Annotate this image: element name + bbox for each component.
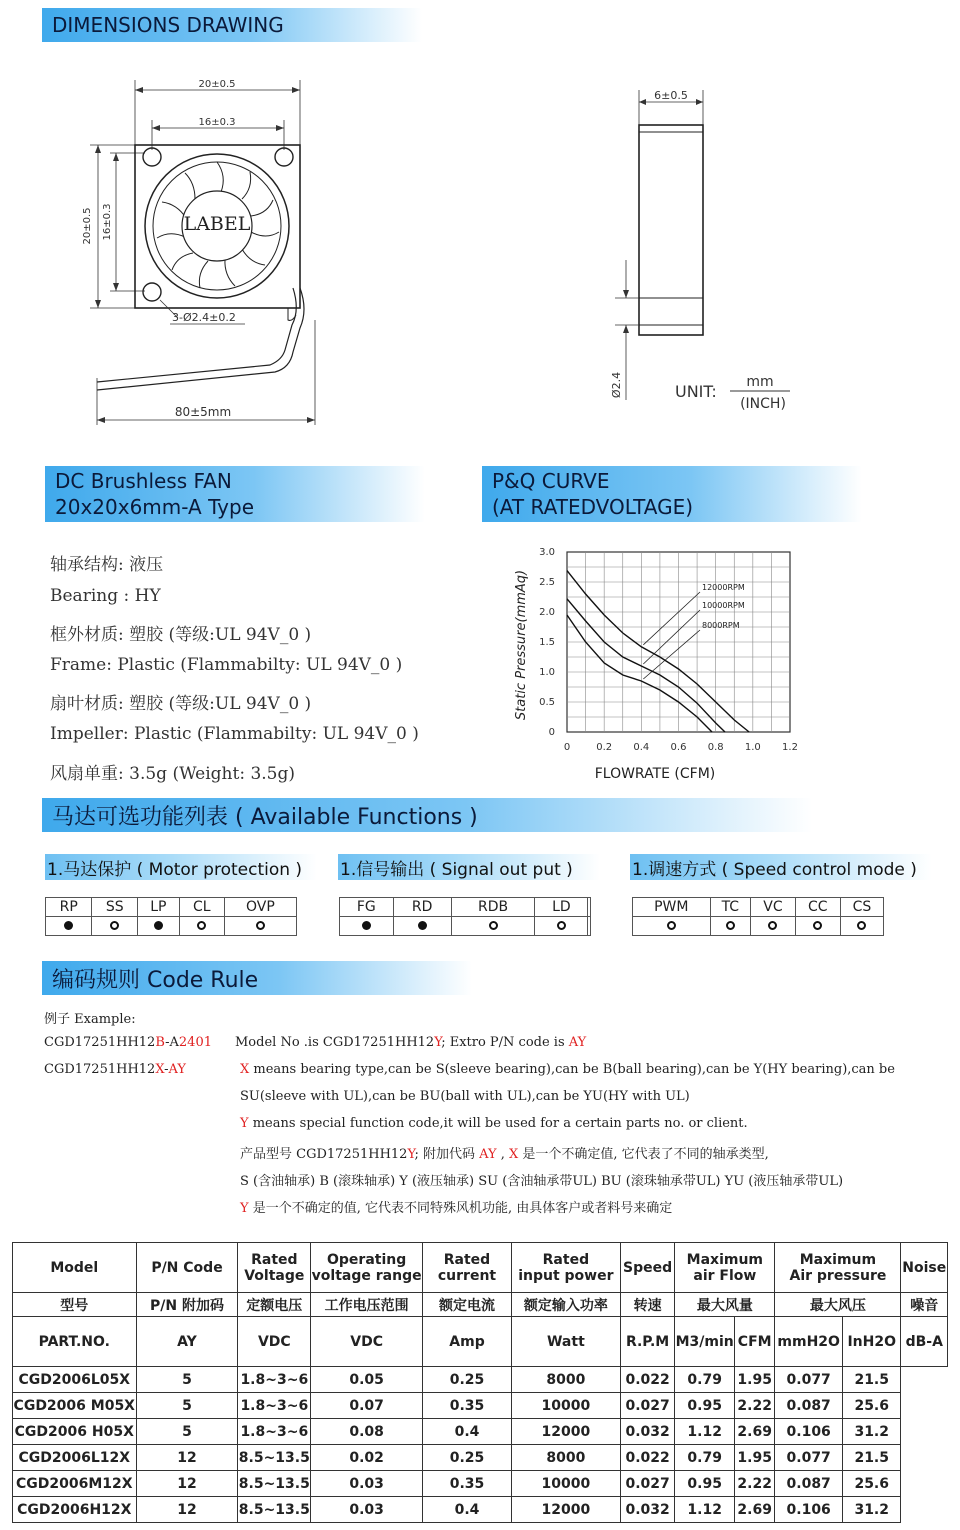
table-cell: 1.8~3~6 [238,1367,311,1393]
table-cell: 12 [136,1471,238,1497]
motor-protection-table [45,897,297,936]
pq-y-tick: 0.5 [539,697,555,708]
table-cell: 0.022 [620,1367,674,1393]
dim-width-inner: 16±0.3 [198,117,236,128]
open-dot-icon [768,921,777,930]
table-cell: 0.4 [423,1497,512,1523]
dim-lead-length: 80±5mm [174,405,232,419]
fan-type-banner [45,466,425,522]
table-cell: 10000 [511,1393,620,1419]
mount-hole-bottom-left [143,283,161,301]
motor-protection-header: 1.马达保护 ( Motor protection ) [45,854,317,880]
table-row [13,1497,948,1523]
dim-height-outer: 20±0.5 [82,207,93,245]
func-item-cs: CS [840,898,883,917]
functions-banner [42,798,812,832]
table-row [13,1367,948,1393]
spec-frame-cn: 框外材质: 塑胶 (等级:UL 94V_0 ) [50,625,312,645]
filled-dot-icon [64,921,73,930]
part-number-cell: CGD2006 H05X [13,1419,137,1445]
table-cell: 8.5~13.5 [238,1471,311,1497]
dim-diameter: Ø2.4 [610,371,623,399]
mount-hole-top-left [143,148,161,166]
func-item-cl: CL [179,898,224,917]
open-dot-icon [110,921,119,930]
func-item-empty [588,898,591,917]
pq-y-tick: 2.0 [539,607,555,618]
table-cell: 25.6 [842,1393,901,1419]
hdr-rated-voltage: Rated Voltage [238,1243,311,1293]
table-cell: 12 [136,1497,238,1523]
part-number-cell: CGD2006L12X [13,1445,137,1471]
open-dot-icon [813,921,822,930]
table-cell: 0.79 [675,1367,735,1393]
part-number-cell: CGD2006H12X [13,1497,137,1523]
table-cell: 2.22 [735,1393,775,1419]
func-item-ss: SS [92,898,138,917]
speed-control-table [632,897,884,936]
table-cell: 1.12 [675,1419,735,1445]
hdr-airpressure: Maximum Air pressure [775,1243,901,1293]
func-item-rp: RP [46,898,92,917]
mount-hole-top-right [275,148,293,166]
table-cell: 0.03 [311,1471,423,1497]
open-dot-icon [857,921,866,930]
table-cell: 1.12 [675,1497,735,1523]
func-mark [224,917,296,936]
code-line-5: 产品型号 CGD17251HH12Y; 附加代码 AY , X 是一个不确定值, 它代表了不同的轴承类型, [240,1147,769,1162]
speed-control-header: 1.调速方式 ( Speed control mode ) [630,854,932,880]
table-cell: 0.032 [620,1497,674,1523]
table-cell: 0.087 [775,1471,843,1497]
table-row [13,1445,948,1471]
table-cell: 0.05 [311,1367,423,1393]
table-cell: 0.077 [775,1445,843,1471]
table-cell: 0.032 [620,1419,674,1445]
func-item-ld: LD [535,898,588,917]
code-rule-title: 编码规则 Code Rule [52,967,259,993]
table-cell: 2.22 [735,1471,775,1497]
pq-x-tick: 0.2 [596,742,613,753]
table-cell: 0.03 [311,1497,423,1523]
pq-y-axis-label: Static Pressure(mmAq) [514,569,529,721]
hdr-rated-current: Rated current [423,1243,512,1293]
table-cell: 8.5~13.5 [238,1497,311,1523]
code-line-7: Y 是一个不确定的值, 它代表不同特殊风机功能, 由具体客户或者料号来确定 [240,1201,673,1216]
pq-x-axis-label: FLOWRATE (CFM) [594,766,716,782]
func-mark [451,917,535,936]
table-cell: 0.35 [423,1471,512,1497]
table-cell: 8000 [511,1367,620,1393]
table-cell: 0.07 [311,1393,423,1419]
func-mark [92,917,138,936]
hdr-pn: P/N Code [136,1243,238,1293]
pq-curve-line1: P&Q CURVE [492,469,610,493]
pq-curve-line2: (AT RATEDVOLTAGE) [492,495,694,519]
unit-bottom: (INCH) [740,396,786,412]
pq-y-tick: 0 [548,727,555,738]
code-line-4: Y means special function code,it will be used for a certain parts no. or client. [240,1116,748,1131]
table-cell: 5 [136,1393,238,1419]
spec-bearing-en: Bearing : HY [50,586,161,606]
fan-type-line2: 20x20x6mm-A Type [55,495,255,519]
code-line-6: S (含油轴承) B (滚珠轴承) Y (液压轴承) SU (含油轴承带UL) BU (滚珠轴承带UL) YU (液压轴承带UL) [240,1174,844,1189]
open-dot-icon [197,921,206,930]
functions-title: 马达可选功能列表 ( Available Functions ) [52,804,478,830]
filled-dot-icon [154,921,163,930]
open-dot-icon [489,921,498,930]
table-cell: 0.4 [423,1419,512,1445]
func-item-rdb: RDB [451,898,535,917]
table-cell: 0.027 [620,1471,674,1497]
table-cell: 12000 [511,1497,620,1523]
table-cell: 31.2 [842,1419,901,1445]
func-item-ovp: OVP [224,898,296,917]
code-line-1: Model No .is CGD17251HH12Y; Extro P/N code is AY [235,1035,587,1050]
spec-weight: 风扇单重: 3.5g (Weight: 3.5g) [50,764,296,784]
table-cell: 8.5~13.5 [238,1445,311,1471]
open-dot-icon [726,921,735,930]
table-cell: 31.2 [842,1497,901,1523]
example-2: CGD17251HH12X-AY [44,1062,186,1077]
table-cell: 0.95 [675,1471,735,1497]
table-cell: 10000 [511,1471,620,1497]
table-cell: 25.6 [842,1471,901,1497]
pq-legend-8000rpm: 8000RPM [702,621,740,630]
unit-prefix: UNIT: [675,382,717,401]
pq-y-tick: 1.0 [539,667,555,678]
signal-output-table [339,897,591,936]
func-mark [137,917,179,936]
table-cell: 12 [136,1445,238,1471]
func-item-vc: VC [751,898,796,917]
fan-label-text: LABEL [183,213,251,235]
table-cell: 0.106 [775,1497,843,1523]
dim-thickness: 6±0.5 [654,89,688,102]
func-mark [393,917,451,936]
table-row [13,1471,948,1497]
table-cell: 1.8~3~6 [238,1419,311,1445]
pq-y-tick: 1.5 [539,637,555,648]
table-cell: 1.95 [735,1367,775,1393]
func-mark [795,917,840,936]
func-item-rd: RD [393,898,451,917]
hdr-rated-power: Rated input power [511,1243,620,1293]
spec-table: Model P/N Code Rated Voltage Operating voltage range Rated current Rated input power Speed Maximum air Flow Maximum Air pressure Noise 型号 P/N 附加码 定额电压 工作电压范围 额定电流 额定输入功率 转速 最大风量 最大风压 噪音 PART.NO. AY VDC VDC Amp Watt R.P.M M3/min CFM mmH2O InH2O dB-A CGD2006L05X 5 1.8~3~6 0.05 0.25 8000 0.022 0.79 1.95 0.077 21.5 CGD2006 M05X 5 1.8~3~6 0.07 0.35 10000 0.027 0.95 2.22 0.087 25.6 CGD2006 H05X 5 1.8~3~6 0.08 0.4 12000 0.032 1.12 2.69 0.106 31.2 CGD2006L12X 12 8.5~13.5 0.02 0.25 8000 0.022 0.79 1.95 0.077 21.5 CGD2006M12X 12 8.5~13.5 0.03 0.35 10000 0.027 0.95 2.22 0.087 25.6 CGD2006H12X 12 8.5~13.5 0.03 0.4 12000 0.032 1.12 2.69 0.106 31.2 [12,1242,948,1523]
spec-impeller-cn: 扇叶材质: 塑胶 (等级:UL 94V_0 ) [50,694,312,714]
table-cell: 0.25 [423,1445,512,1471]
pq-x-tick: 0.6 [670,742,687,753]
table-cell: 5 [136,1419,238,1445]
dim-width-outer: 20±0.5 [198,79,236,90]
table-cell: 0.08 [311,1419,423,1445]
table-cell: 0.79 [675,1445,735,1471]
pq-legend-10000rpm: 10000RPM [702,601,745,610]
signal-output-header: 1.信号输出 ( Signal out put ) [338,854,600,880]
hdr-operating: Operating voltage range [311,1243,423,1293]
func-item-lp: LP [137,898,179,917]
func-mark [751,917,796,936]
table-cell: 0.02 [311,1445,423,1471]
pq-series-10000rpm [567,599,725,732]
open-dot-icon [256,921,265,930]
func-mark [633,917,711,936]
side-view-drawing [600,80,820,420]
hdr-model: Model [13,1243,137,1293]
dim-holes: 3-Ø2.4±0.2 [172,311,236,324]
func-item-pwm: PWM [633,898,711,917]
dim-height-inner: 16±0.3 [102,203,113,241]
filled-dot-icon [362,921,371,930]
fan-type-line1: DC Brushless FAN [55,469,232,493]
func-mark [179,917,224,936]
pq-x-tick: 0.8 [707,742,724,753]
func-mark [588,917,591,936]
example-label: 例子 Example: [44,1012,136,1027]
unit-top: mm [746,374,774,390]
table-row [13,1419,948,1445]
open-dot-icon [557,921,566,930]
spec-frame-en: Frame: Plastic (Flammabilty: UL 94V_0 ) [50,655,403,675]
front-view-drawing [60,60,360,450]
hdr-speed: Speed [620,1243,674,1293]
pq-legend-12000rpm: 12000RPM [702,583,745,592]
table-cell: 0.022 [620,1445,674,1471]
example-1: CGD17251HH12B-A2401 [44,1035,212,1050]
table-cell: 12000 [511,1419,620,1445]
spec-bearing-cn: 轴承结构: 液压 [50,555,164,575]
table-cell: 8000 [511,1445,620,1471]
pq-x-tick: 1.0 [744,742,761,753]
table-cell: 1.8~3~6 [238,1393,311,1419]
dimensions-banner [42,8,422,42]
func-mark [710,917,751,936]
func-item-cc: CC [795,898,840,917]
filled-dot-icon [418,921,427,930]
code-rule-banner [42,961,472,995]
table-cell: 0.35 [423,1393,512,1419]
pq-curve-chart [505,540,825,790]
pq-series-8000rpm [567,615,712,732]
table-row [13,1393,948,1419]
func-item-tc: TC [710,898,751,917]
table-cell: 0.95 [675,1393,735,1419]
hdr-noise: Noise [901,1243,948,1293]
pq-x-tick: 0.4 [633,742,650,753]
table-cell: 0.25 [423,1367,512,1393]
func-item-fg: FG [340,898,394,917]
dimensions-title: DIMENSIONS DRAWING [52,13,284,37]
table-cell: 21.5 [842,1445,901,1471]
part-number-cell: CGD2006L05X [13,1367,137,1393]
part-number-cell: CGD2006M12X [13,1471,137,1497]
table-cell: 0.087 [775,1393,843,1419]
func-mark [535,917,588,936]
func-mark [840,917,883,936]
func-mark [46,917,92,936]
table-cell: 2.69 [735,1419,775,1445]
table-cell: 0.106 [775,1419,843,1445]
table-cell: 0.077 [775,1367,843,1393]
table-cell: 5 [136,1367,238,1393]
pq-y-tick: 2.5 [539,577,555,588]
open-dot-icon [667,921,676,930]
pq-x-tick: 1.2 [782,742,798,753]
code-line-2: X means bearing type,can be S(sleeve bearing),can be B(ball bearing),can be Y(HY bearing),can be [240,1062,895,1077]
pq-y-tick: 3.0 [539,547,555,558]
spec-impeller-en: Impeller: Plastic (Flammabilty: UL 94V_0 ) [50,724,419,744]
pn-code-cell: AY [136,1317,238,1367]
table-cell: 21.5 [842,1367,901,1393]
table-cell: 2.69 [735,1497,775,1523]
hdr-airflow: Maximum air Flow [675,1243,775,1293]
code-line-3: SU(sleeve with UL),can be BU(ball with UL),can be YU(HY with UL) [240,1089,690,1104]
table-cell: 0.027 [620,1393,674,1419]
pq-x-tick: 0 [563,742,571,753]
pq-curve-banner [482,466,862,522]
table-cell: 1.95 [735,1445,775,1471]
part-number-cell: CGD2006 M05X [13,1393,137,1419]
func-mark [340,917,394,936]
